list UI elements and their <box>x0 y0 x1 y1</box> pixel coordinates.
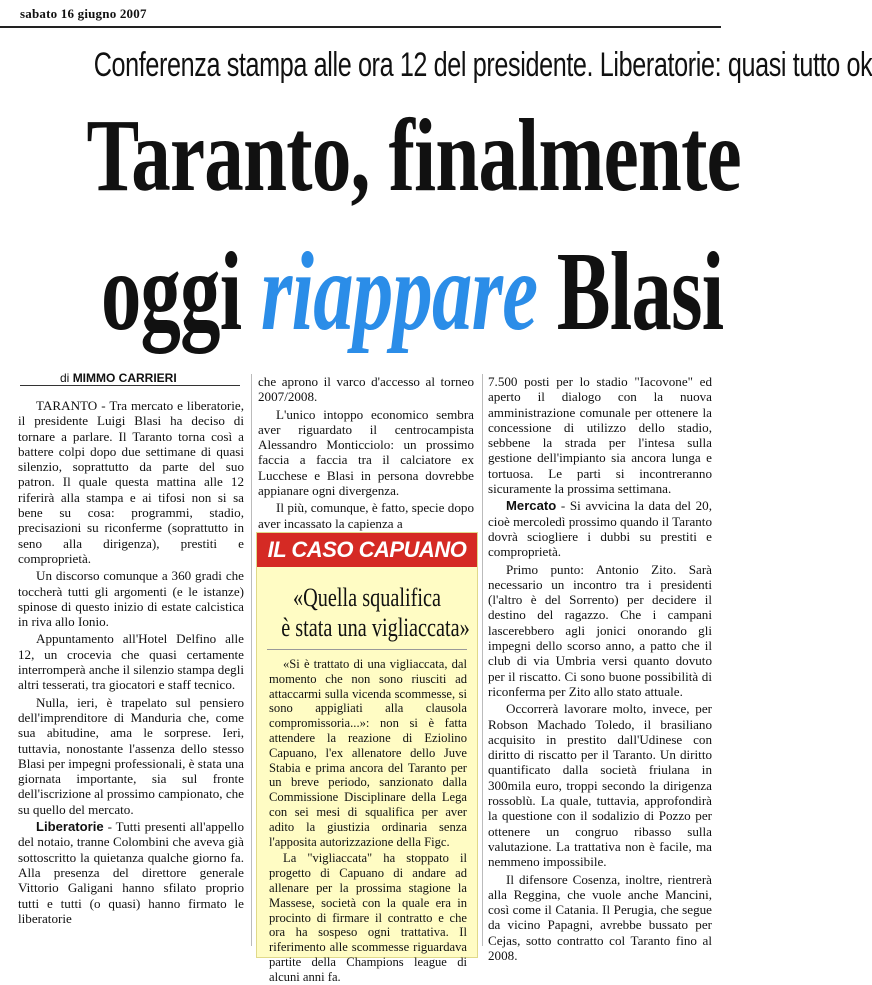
box-banner: IL CASO CAPUANO <box>257 533 477 567</box>
paragraph-text: - Si avvicina la data del 20, cioè mercoledì prossimo quando il Taranto dovrà sciogliere i dubbi su prestiti e comproprietà. <box>488 498 712 560</box>
box-divider <box>267 649 467 650</box>
date-line: sabato 16 giugno 2007 <box>20 6 147 21</box>
paragraph-text: - Tutti presenti all'appello del notaio, tranne Colombini che aveva già sottoscritto la quietanza qualche giorno fa. Alla presenza del direttore generale Vittorio Galigani hanno sfilato proprio tutti e tutti (o quasi) hanno firmato le liberatorie <box>18 819 244 926</box>
top-rule <box>0 26 721 28</box>
headline-line-1-text: Taranto, finalmente <box>86 98 741 213</box>
headline-accent: riappare <box>260 230 538 354</box>
paragraph: «Si è trattato di una vigliaccata, dal momento che non sono riusciti ad attaccarmi sulla vicenda scommesse, si sono appigliati alla clausola compromissoria...»: non si è fatta attendere la reazione di Eziolino Capuano, l'ex allenatore dello Juve Stabia e prima ancora del Taranto per un breve periodo, sanzionato dalla Commissione Disciplinare della Lega con sei mesi di squalifica per aver adito la giustizia ordinaria senza l'apposita autorizzazione della Figc. <box>269 657 467 849</box>
paragraph: Nulla, ieri, è trapelato sul pensiero dell'imprenditore di Manduria che, come sua abitudine, ama le sorprese. Ieri, tuttavia, nonostante l'assenza dello stesso Blasi per impegni professionali, è stata una giornata importante, sia sul fronte dell'iscrizione al prossimo campionato, che su quello del mercato. <box>18 694 244 817</box>
paragraph: L'unico intoppo economico sembra aver riguardato il centrocampista Alessandro Monticciolo: un prossimo faccia a faccia tra il calciatore ex Lucchese e Blasi in persona dovrebbe appianare ogni divergenza. <box>258 406 474 499</box>
vertical-rule-2 <box>482 374 483 946</box>
headline-line-2-pre: oggi <box>100 230 261 354</box>
paragraph: Un discorso comunque a 360 gradi che toccherà tutti gli argomenti (e le istanze) spinose di questo inizio di estate calcistica in riva allo Ionio. <box>18 568 244 630</box>
box-title <box>257 583 477 643</box>
box-body <box>269 657 467 985</box>
sidebar-box <box>256 532 478 984</box>
paragraph: Il più, comunque, è fatto, specie dopo aver incassato la capienza a <box>258 500 474 531</box>
kicker: Conferenza stampa alle ora 12 del presidente. Liberatorie: quasi tutto ok <box>93 46 872 84</box>
box-title-line-1: «Quella squalifica <box>292 583 442 612</box>
box-title-line-2: è stata una vigliaccata» <box>281 613 470 642</box>
byline-author: MIMMO CARRIERI <box>72 371 177 385</box>
paragraph <box>18 819 244 926</box>
article-column-3 <box>488 374 712 963</box>
article-column-2 <box>258 374 474 529</box>
vertical-rule-1 <box>251 374 252 946</box>
paragraph: Appuntamento all'Hotel Delfino alle 12, un crocevia che quasi certamente interromperà anche il silenzio stampa degli altri tesserati, tra giocatori e staff tecnico. <box>18 631 244 693</box>
paragraph-lead: Mercato <box>506 498 557 514</box>
headline-line-2-post: Blasi <box>537 230 724 354</box>
paragraph: Il difensore Cosenza, inoltre, rientrerà alla Reggina, che vuole anche Mancini, così come il Catania. Il Perugia, che segue da vicino Papagni, avrebbe bussato per Cejas, sotto contratto col Taranto fino al 2008. <box>488 871 712 963</box>
article-column-1 <box>18 398 244 954</box>
headline-line-1 <box>86 98 741 213</box>
headline-line-2 <box>100 230 724 354</box>
paragraph: 7.500 posti per lo stadio "Iacovone" ed aperto il dialogo con la nuova amministrazione comunale per ottenere la concessione di utilizzo dello stadio, sebbene la strada per l'intesa sulla gestione dell'impianto sia ancora lunga e tortuosa. Le parti si incontreranno sicuramente la prossima settimana. <box>488 374 712 497</box>
paragraph: La "vigliaccata" ha stoppato il progetto di Capuano di andare ad allenare per la prossima stagione la Massese, società con la quale era in procinto di firmare il contratto e che ora ha sospeso ogni trattativa. Il riferimento alle scommesse riguardava partite della Champions league di alcuni anni fa. <box>269 851 467 984</box>
byline <box>20 371 240 386</box>
paragraph: Occorrerà lavorare molto, invece, per Robson Machado Toledo, il brasiliano acquisito in prestito dall'Udinese con diritto di riscatto per il Taranto. Un diritto quantificato dalla società friulana in 300mila euro, troppi secondo la dirigenza rossoblù. La quale, tuttavia, approfondirà la questione con il sodalizio di Pozzo per ottenere un congruo ribasso sulla valutazione. La trattativa non è facile, ma nemmeno impossibile. <box>488 701 712 870</box>
paragraph: Primo punto: Antonio Zito. Sarà necessario un incontro tra i presidenti (l'altro è del Sorrento) per decidere il destino del ragazzo. Che i campani lascerebbero agli jonici onorando gli impegni dello scorso anno, a patto che il club di via Umbria versi quanto dovuto per il riscatto. Ci sono buone possibilità di riconferma per Zito allo stato attuale. <box>488 561 712 699</box>
paragraph-lead: Liberatorie <box>36 819 104 835</box>
byline-prefix: di <box>60 371 73 385</box>
paragraph: TARANTO - Tra mercato e liberatorie, il presidente Luigi Blasi ha deciso di tornare a parlare. Il Taranto torna così a battere colpi dopo due settimane di quasi silenzio, soprattutto da parte del suo patron. Il quale questa mattina alle 12 riferirà alla stampa e ai tifosi non si sa bene su cosa: programmi, stadio, precisazioni su riconferme (soprattutto in seno alla dirigenza), prestiti e comproprietà. <box>18 398 244 566</box>
paragraph <box>488 498 712 559</box>
paragraph: che aprono il varco d'accesso al torneo 2007/2008. <box>258 374 474 405</box>
